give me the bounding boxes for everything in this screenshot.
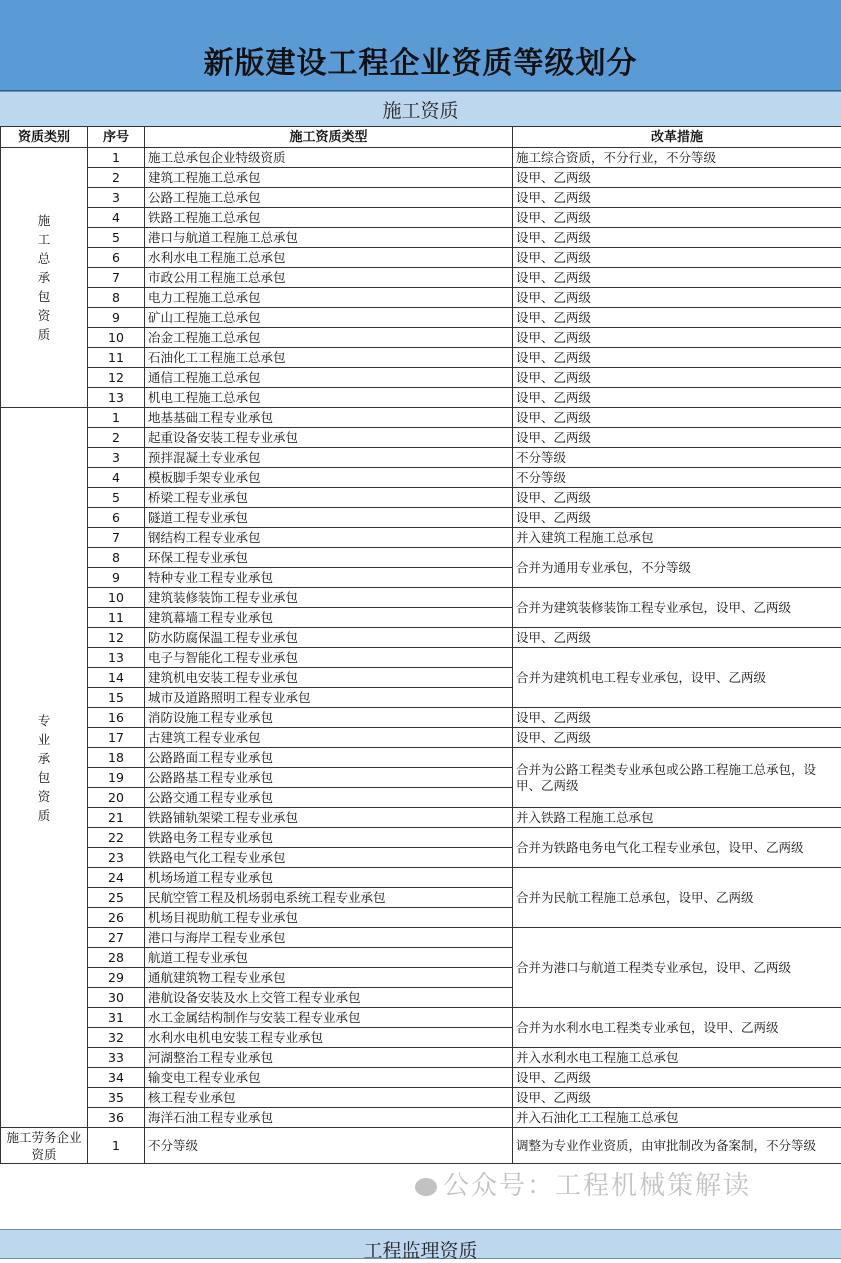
row-number: 10 [88, 328, 145, 348]
qualification-type: 铁路电务工程专业承包 [145, 828, 513, 848]
qualification-type: 预拌混凝土专业承包 [145, 448, 513, 468]
reform-measure: 设甲、乙两级 [513, 308, 841, 328]
qualification-type: 古建筑工程专业承包 [145, 728, 513, 748]
table-row [1, 588, 841, 608]
row-number: 11 [88, 608, 145, 628]
row-number: 3 [88, 188, 145, 208]
reform-measure: 设甲、乙两级 [513, 268, 841, 288]
row-number: 20 [88, 788, 145, 808]
reform-measure: 施工综合资质，不分行业，不分等级 [513, 148, 841, 168]
title-bar [0, 0, 841, 91]
row-number: 8 [88, 548, 145, 568]
reform-measure: 并入水利水电工程施工总承包 [513, 1048, 841, 1068]
column-header-category: 资质类别 [1, 127, 88, 148]
qualification-type: 市政公用工程施工总承包 [145, 268, 513, 288]
qualification-type: 海洋石油工程专业承包 [145, 1108, 513, 1128]
table-row [1, 528, 841, 548]
row-number: 6 [88, 248, 145, 268]
row-number: 2 [88, 168, 145, 188]
row-number: 22 [88, 828, 145, 848]
reform-measure: 合并为建筑装修装饰工程专业承包，设甲、乙两级 [513, 588, 841, 628]
qualification-type: 钢结构工程专业承包 [145, 528, 513, 548]
qualification-type: 机电工程施工总承包 [145, 388, 513, 408]
qualification-type: 铁路电气化工程专业承包 [145, 848, 513, 868]
table-row [1, 928, 841, 948]
wechat-icon [415, 1178, 437, 1196]
qualification-type: 桥梁工程专业承包 [145, 488, 513, 508]
table-row [1, 228, 841, 248]
qualification-type: 消防设施工程专业承包 [145, 708, 513, 728]
row-number: 32 [88, 1028, 145, 1048]
column-header-number: 序号 [88, 127, 145, 148]
qualification-type: 港口与海岸工程专业承包 [145, 928, 513, 948]
row-number: 11 [88, 348, 145, 368]
table-row [1, 288, 841, 308]
row-number: 18 [88, 748, 145, 768]
qualification-type: 施工总承包企业特级资质 [145, 148, 513, 168]
qualification-type: 特种专业工程专业承包 [145, 568, 513, 588]
qualification-type: 水利水电工程施工总承包 [145, 248, 513, 268]
qualification-type: 防水防腐保温工程专业承包 [145, 628, 513, 648]
category-cell-general_rows [1, 148, 88, 408]
qualification-type: 建筑幕墙工程专业承包 [145, 608, 513, 628]
reform-measure: 并入铁路工程施工总承包 [513, 808, 841, 828]
row-number: 24 [88, 868, 145, 888]
qualification-type: 环保工程专业承包 [145, 548, 513, 568]
table-row [1, 328, 841, 348]
table-row [1, 748, 841, 768]
row-number: 15 [88, 688, 145, 708]
table-row [1, 368, 841, 388]
table-row [1, 348, 841, 368]
row-number: 5 [88, 488, 145, 508]
reform-measure: 设甲、乙两级 [513, 508, 841, 528]
reform-measure: 并入石油化工工程施工总承包 [513, 1108, 841, 1128]
qualification-type: 通航建筑物工程专业承包 [145, 968, 513, 988]
table-row [1, 708, 841, 728]
page-title: 新版建设工程企业资质等级划分 [204, 38, 638, 90]
reform-measure: 设甲、乙两级 [513, 208, 841, 228]
reform-measure: 设甲、乙两级 [513, 1088, 841, 1108]
table-row [1, 1128, 841, 1164]
row-number: 35 [88, 1088, 145, 1108]
qualification-type: 起重设备安装工程专业承包 [145, 428, 513, 448]
table-row [1, 408, 841, 428]
reform-measure: 设甲、乙两级 [513, 188, 841, 208]
reform-measure: 合并为公路工程类专业承包或公路工程施工总承包，设甲、乙两级 [513, 748, 841, 808]
qualification-type: 冶金工程施工总承包 [145, 328, 513, 348]
reform-measure: 设甲、乙两级 [513, 168, 841, 188]
reform-measure: 调整为专业作业资质，由审批制改为备案制，不分等级 [513, 1128, 841, 1164]
category-label: 专业承包资质 [37, 711, 51, 825]
reform-measure: 设甲、乙两级 [513, 348, 841, 368]
table-row [1, 168, 841, 188]
row-number: 23 [88, 848, 145, 868]
qualification-type: 输变电工程专业承包 [145, 1068, 513, 1088]
reform-measure: 合并为港口与航道工程类专业承包，设甲、乙两级 [513, 928, 841, 1008]
watermark [415, 1165, 751, 1202]
row-number: 3 [88, 448, 145, 468]
row-number: 1 [88, 1128, 145, 1164]
row-number: 9 [88, 308, 145, 328]
qualification-type: 公路路基工程专业承包 [145, 768, 513, 788]
row-number: 1 [88, 408, 145, 428]
qualification-type: 核工程专业承包 [145, 1088, 513, 1108]
reform-measure: 合并为建筑机电工程专业承包，设甲、乙两级 [513, 648, 841, 708]
row-number: 7 [88, 528, 145, 548]
qualification-type: 民航空管工程及机场弱电系统工程专业承包 [145, 888, 513, 908]
table-row [1, 1088, 841, 1108]
reform-measure: 设甲、乙两级 [513, 1068, 841, 1088]
table-body [1, 148, 841, 1164]
row-number: 13 [88, 388, 145, 408]
qualification-type: 不分等级 [145, 1128, 513, 1164]
table-row [1, 268, 841, 288]
qualification-type: 隧道工程专业承包 [145, 508, 513, 528]
row-number: 16 [88, 708, 145, 728]
reform-measure: 并入建筑工程施工总承包 [513, 528, 841, 548]
reform-measure: 设甲、乙两级 [513, 328, 841, 348]
table-row [1, 448, 841, 468]
table-row [1, 508, 841, 528]
qualification-type: 水利水电机电安装工程专业承包 [145, 1028, 513, 1048]
row-number: 28 [88, 948, 145, 968]
qualification-type: 铁路铺轨架梁工程专业承包 [145, 808, 513, 828]
category-cell-labor: 施工劳务企业资质 [1, 1128, 88, 1164]
row-number: 19 [88, 768, 145, 788]
table-row [1, 728, 841, 748]
qualification-type: 河湖整治工程专业承包 [145, 1048, 513, 1068]
qualification-type: 公路交通工程专业承包 [145, 788, 513, 808]
column-header-reform: 改革措施 [513, 127, 841, 148]
row-number: 10 [88, 588, 145, 608]
reform-measure: 合并为水利水电工程类专业承包，设甲、乙两级 [513, 1008, 841, 1048]
reform-measure: 设甲、乙两级 [513, 408, 841, 428]
row-number: 7 [88, 268, 145, 288]
table-row [1, 428, 841, 448]
qualification-type: 水工金属结构制作与安装工程专业承包 [145, 1008, 513, 1028]
reform-measure: 不分等级 [513, 468, 841, 488]
table-header-row [1, 127, 841, 148]
reform-measure: 设甲、乙两级 [513, 228, 841, 248]
row-number: 13 [88, 648, 145, 668]
reform-measure: 合并为通用专业承包，不分等级 [513, 548, 841, 588]
reform-measure: 设甲、乙两级 [513, 708, 841, 728]
row-number: 26 [88, 908, 145, 928]
row-number: 12 [88, 628, 145, 648]
row-number: 9 [88, 568, 145, 588]
table-row [1, 188, 841, 208]
row-number: 31 [88, 1008, 145, 1028]
reform-measure: 设甲、乙两级 [513, 388, 841, 408]
table-row [1, 208, 841, 228]
row-number: 2 [88, 428, 145, 448]
table-row [1, 648, 841, 668]
qualification-type: 地基基础工程专业承包 [145, 408, 513, 428]
qualification-table [0, 126, 841, 1164]
row-number: 36 [88, 1108, 145, 1128]
qualification-type: 港口与航道工程施工总承包 [145, 228, 513, 248]
qualification-type: 建筑机电安装工程专业承包 [145, 668, 513, 688]
row-number: 21 [88, 808, 145, 828]
row-number: 12 [88, 368, 145, 388]
table-row [1, 488, 841, 508]
table-row [1, 628, 841, 648]
row-number: 1 [88, 148, 145, 168]
reform-measure: 设甲、乙两级 [513, 728, 841, 748]
reform-measure: 合并为民航工程施工总承包，设甲、乙两级 [513, 868, 841, 928]
row-number: 25 [88, 888, 145, 908]
table-row [1, 148, 841, 168]
reform-measure: 设甲、乙两级 [513, 368, 841, 388]
reform-measure: 合并为铁路电务电气化工程专业承包，设甲、乙两级 [513, 828, 841, 868]
qualification-type: 港航设备安装及水上交管工程专业承包 [145, 988, 513, 1008]
watermark-text: 公众号：工程机械策解读 [443, 1171, 751, 1201]
reform-measure: 设甲、乙两级 [513, 288, 841, 308]
table-row [1, 808, 841, 828]
row-number: 33 [88, 1048, 145, 1068]
row-number: 5 [88, 228, 145, 248]
row-number: 4 [88, 468, 145, 488]
row-number: 29 [88, 968, 145, 988]
qualification-type: 模板脚手架专业承包 [145, 468, 513, 488]
qualification-type: 机场目视助航工程专业承包 [145, 908, 513, 928]
row-number: 6 [88, 508, 145, 528]
qualification-type: 电力工程施工总承包 [145, 288, 513, 308]
qualification-type: 公路工程施工总承包 [145, 188, 513, 208]
table-row [1, 388, 841, 408]
reform-measure: 不分等级 [513, 448, 841, 468]
qualification-type: 航道工程专业承包 [145, 948, 513, 968]
table-row [1, 468, 841, 488]
row-number: 27 [88, 928, 145, 948]
row-number: 4 [88, 208, 145, 228]
qualification-type: 电子与智能化工程专业承包 [145, 648, 513, 668]
row-number: 30 [88, 988, 145, 1008]
table-row [1, 868, 841, 888]
qualification-type: 矿山工程施工总承包 [145, 308, 513, 328]
table-row [1, 548, 841, 568]
qualification-type: 通信工程施工总承包 [145, 368, 513, 388]
row-number: 17 [88, 728, 145, 748]
table-row [1, 1068, 841, 1088]
category-label: 施工总承包资质 [37, 211, 51, 344]
reform-measure: 设甲、乙两级 [513, 428, 841, 448]
qualification-type: 建筑装修装饰工程专业承包 [145, 588, 513, 608]
reform-measure: 设甲、乙两级 [513, 628, 841, 648]
qualification-type: 城市及道路照明工程专业承包 [145, 688, 513, 708]
row-number: 8 [88, 288, 145, 308]
table-row [1, 1048, 841, 1068]
table-row [1, 828, 841, 848]
qualification-type: 铁路工程施工总承包 [145, 208, 513, 228]
row-number: 14 [88, 668, 145, 688]
reform-measure: 设甲、乙两级 [513, 248, 841, 268]
table-row [1, 248, 841, 268]
category-cell-specialty_rows [1, 408, 88, 1128]
section-header-construction: 施工资质 [0, 91, 841, 127]
column-header-type: 施工资质类型 [145, 127, 513, 148]
qualification-type: 建筑工程施工总承包 [145, 168, 513, 188]
table-row [1, 1108, 841, 1128]
qualification-type: 石油化工工程施工总承包 [145, 348, 513, 368]
table-row [1, 308, 841, 328]
section-header-supervision: 工程监理资质 [0, 1229, 841, 1259]
reform-measure: 设甲、乙两级 [513, 488, 841, 508]
qualification-type: 公路路面工程专业承包 [145, 748, 513, 768]
table-row [1, 1008, 841, 1028]
row-number: 34 [88, 1068, 145, 1088]
qualification-type: 机场场道工程专业承包 [145, 868, 513, 888]
